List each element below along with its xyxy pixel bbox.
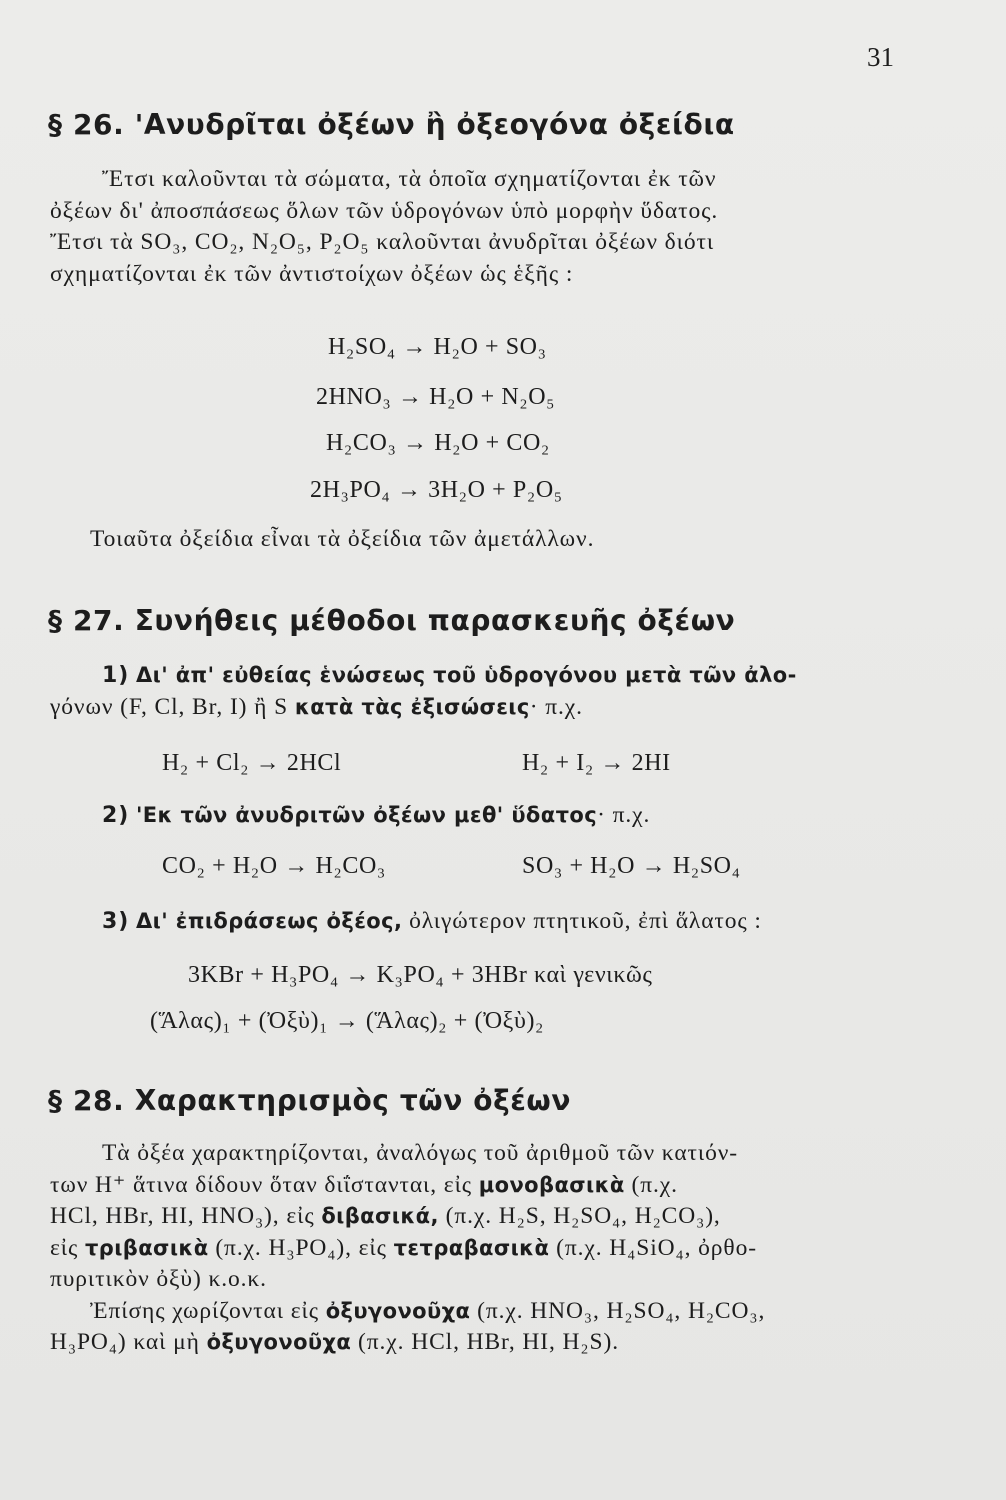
equation: CO₂ + H₂O → H₂CO₃ bbox=[162, 853, 386, 879]
bold-text: ὀξυγονοῦχα bbox=[325, 1298, 471, 1323]
text: των H⁺ ἅτινα δίδουν ὅταν διΐστανται, εἰς bbox=[50, 1171, 473, 1198]
equation: 2H₃PO₄ → 3H₂O + P₂O₅ bbox=[310, 477, 563, 503]
item-number: 1) bbox=[102, 663, 130, 688]
item-number: 3) bbox=[102, 909, 130, 934]
text: (π.χ. HCl, HBr, HI, H₂S). bbox=[358, 1329, 619, 1355]
bold-text: Δι' ἐπιδράσεως ὀξέος, bbox=[135, 909, 403, 933]
text-line: Τὰ ὀξέα χαρακτηρίζονται, ἀναλόγως τοῦ ἀριθμοῦ τῶν κατιόν- bbox=[102, 1140, 739, 1166]
equation: H₂ + Cl₂ → 2HCl bbox=[162, 750, 342, 776]
method-3 bbox=[50, 906, 908, 938]
text: HCl, HBr, HI, HNO₃), εἰς bbox=[50, 1203, 315, 1229]
text: (π.χ. H₄SiO₄, ὀρθο- bbox=[556, 1234, 757, 1261]
text-line: σχηματίζονται ἐκ τῶν ἀντιστοίχων ὀξέων ὡς ἑξῆς : bbox=[50, 260, 574, 287]
section-26-text bbox=[50, 164, 908, 290]
text: (π.χ. bbox=[631, 1171, 678, 1198]
section-28-heading: § 28. Χαρακτηρισμὸς τῶν ὀξέων bbox=[48, 1084, 572, 1117]
text: Ἐπίσης χωρίζονται εἰς bbox=[90, 1297, 319, 1324]
equation: H₂CO₃ → H₂O + CO₂ bbox=[326, 430, 550, 456]
text: εἰς bbox=[50, 1234, 79, 1261]
equation: H₂ + I₂ → 2HI bbox=[522, 750, 671, 776]
text: · π.χ. bbox=[529, 693, 583, 720]
section-26-closing bbox=[50, 524, 908, 556]
bold-text: τριβασικὰ bbox=[84, 1235, 209, 1260]
text: (π.χ. H₃PO₄), εἰς bbox=[215, 1234, 387, 1261]
text: ὀλιγώτερον πτητικοῦ, ἐπὶ ἅλατος : bbox=[409, 908, 762, 934]
text: (π.χ. HNO₃, H₂SO₄, H₂CO₃, bbox=[477, 1297, 766, 1324]
section-28-text bbox=[50, 1138, 908, 1359]
bold-text: κατὰ τὰς ἐξισώσεις bbox=[294, 694, 530, 719]
text: (π.χ. H₂S, H₂SO₄, H₂CO₃), bbox=[445, 1203, 721, 1229]
text-line: Ἔτσι καλοῦνται τὰ σώματα, τὰ ὁποῖα σχηματίζονται ἐκ τῶν bbox=[102, 166, 717, 192]
bold-text: 'Εκ τῶν ἀνυδριτῶν ὀξέων μεθ' ὕδατος bbox=[135, 803, 598, 827]
page-number: 31 bbox=[867, 42, 894, 72]
text: · π.χ. bbox=[597, 802, 651, 828]
item-number: 2) bbox=[102, 803, 130, 828]
text-line: πυριτικὸν ὀξὺ) κ.ο.κ. bbox=[50, 1266, 267, 1292]
bold-text: τετραβασικὰ bbox=[393, 1235, 550, 1260]
method-1 bbox=[50, 660, 908, 723]
equation: 2HNO₃ → H₂O + N₂O₅ bbox=[316, 384, 556, 410]
text: H₃PO₄) καὶ μὴ bbox=[50, 1329, 200, 1355]
bold-text: Δι' ἀπ' εὐθείας ἑνώσεως τοῦ ὑδρογόνου μετὰ τῶν ἀλο- bbox=[135, 663, 797, 687]
text-line: Ἔτσι τὰ SO₃, CO₂, N₂O₅, P₂O₅ καλοῦνται ἀνυδρῖται ὀξέων διότι bbox=[50, 229, 715, 255]
bold-text: ὀξυγονοῦχα bbox=[206, 1330, 352, 1354]
section-27-heading: § 27. Συνήθεις μέθοδοι παρασκευῆς ὀξέων bbox=[48, 604, 736, 637]
text: γόνων (F, Cl, Br, I) ἢ S bbox=[50, 693, 289, 720]
section-26-heading: § 26. 'Ανυδρῖται ὀξέων ἢ ὀξεογόνα ὀξείδια bbox=[48, 108, 735, 141]
equation: 3KBr + H₃PO₄ → K₃PO₄ + 3HBr καὶ γενικῶς bbox=[188, 962, 653, 988]
equation: (Ἅλας)₁ + (Ὀξὺ)₁ → (Ἅλας)₂ + (Ὀξὺ)₂ bbox=[150, 1008, 545, 1034]
bold-text: διβασικά, bbox=[321, 1204, 439, 1228]
equation: SO₃ + H₂O → H₂SO₄ bbox=[522, 853, 741, 879]
text-line: ὀξέων δι' ἀποσπάσεως ὅλων τῶν ὑδρογόνων ὑπὸ μορφὴν ὕδατος. bbox=[50, 197, 719, 224]
bold-text: μονοβασικὰ bbox=[478, 1172, 625, 1197]
text-line: Τοιαῦτα ὀξείδια εἶναι τὰ ὀξείδια τῶν ἀμετάλλων. bbox=[90, 526, 595, 552]
method-2 bbox=[50, 800, 908, 832]
equation: H₂SO₄ → H₂O + SO₃ bbox=[328, 334, 547, 360]
